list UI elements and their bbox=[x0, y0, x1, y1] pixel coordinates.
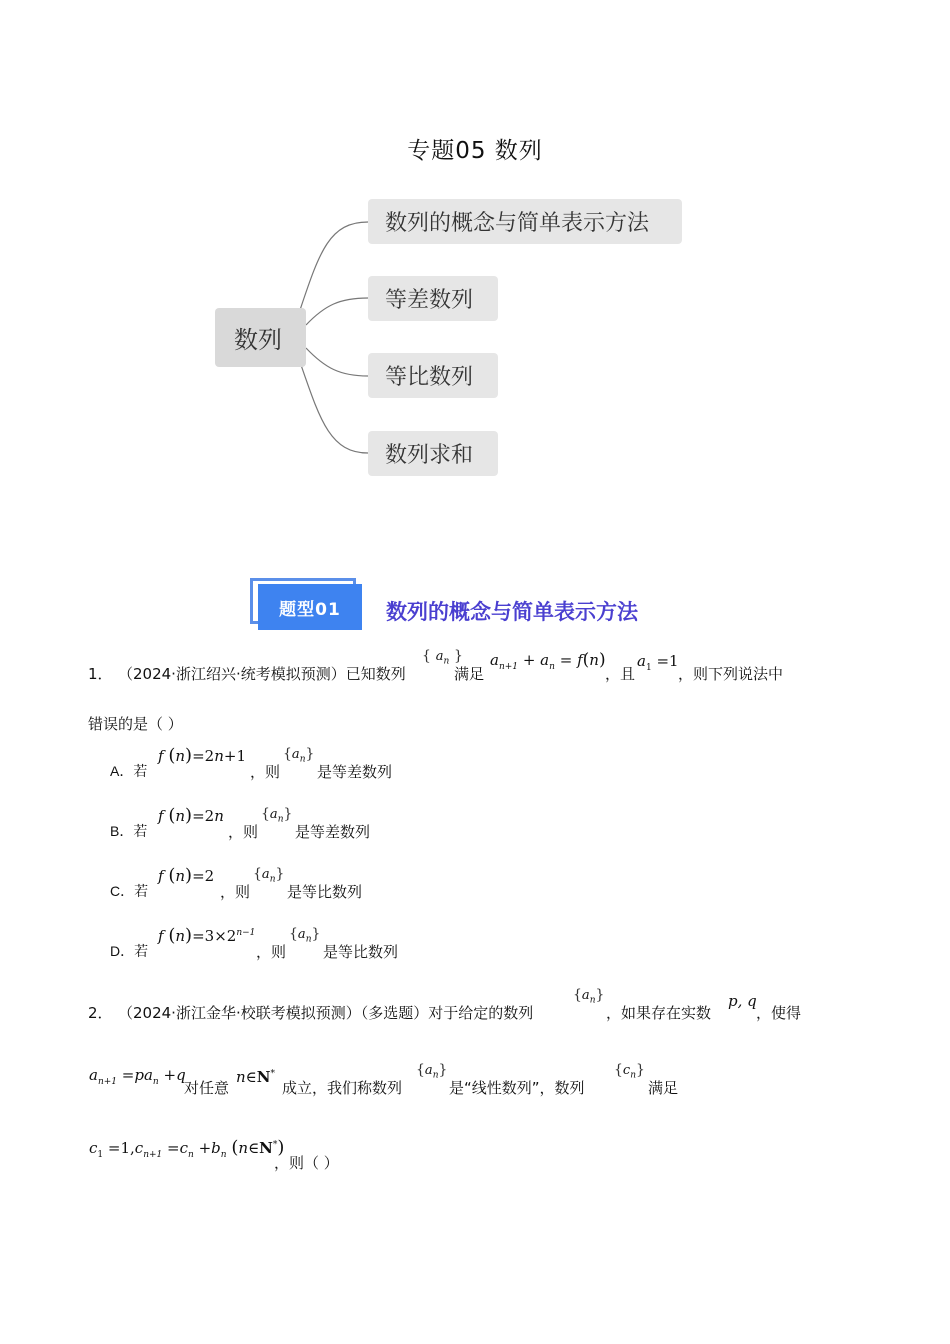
q1-option-b-conclusion: 是等差数列 bbox=[295, 823, 371, 841]
connector-3 bbox=[306, 348, 368, 376]
q1-satisfy: 满足 bbox=[454, 665, 485, 683]
q2-seq-an-2: $\{a_n\}$ bbox=[416, 1062, 448, 1081]
section-badge-label: 题型01 bbox=[258, 584, 362, 630]
mindmap-node-concept: 数列的概念与简单表示方法 bbox=[368, 199, 682, 244]
q1-tail: ，则下列说法中 bbox=[678, 665, 784, 683]
q2-make: ，使得 bbox=[756, 1004, 802, 1022]
q2-linear-relation: $a_{n+1} =pa_n +q$ bbox=[89, 1066, 186, 1087]
q2-then: ，则（ ） bbox=[274, 1154, 339, 1172]
q1-option-c-seq: $\{a_n\}$ bbox=[253, 866, 285, 885]
q1-option-d-seq: $\{a_n\}$ bbox=[289, 926, 321, 945]
q1-option-d-formula: f $(n)=3\times 2^{n-1}$ bbox=[158, 925, 256, 946]
q1-option-b-then: ，则 bbox=[228, 823, 259, 841]
section-badge bbox=[250, 578, 362, 630]
q2-seq-cn: $\{c_n\}$ bbox=[614, 1062, 645, 1081]
q1-line2: 错误的是（ ） bbox=[88, 715, 183, 733]
q1-option-d[interactable]: D．若 bbox=[110, 943, 149, 959]
q1-recurrence: $a_{n+1} + a_n = f(n)$ bbox=[490, 650, 606, 672]
q1-option-a-formula: f (n)=2n+1 bbox=[158, 745, 246, 766]
q2-pq: p, q bbox=[728, 992, 757, 1010]
q2-cn-recurrence: $c_1 =1,c_{n+1} =c_n +b_n$ (n∈N*) bbox=[89, 1137, 285, 1160]
q2-number: 2． bbox=[88, 1004, 113, 1022]
mindmap-root: 数列 bbox=[215, 308, 306, 367]
q1-option-a[interactable]: A．若 bbox=[110, 763, 148, 779]
connector-1 bbox=[300, 222, 368, 310]
q1-source: （2024·浙江绍兴·统考模拟预测）已知数列 bbox=[118, 665, 406, 683]
q1-seq-an: { $a_n$ } bbox=[422, 648, 463, 667]
q1-option-d-conclusion: 是等比数列 bbox=[323, 943, 399, 961]
mindmap-node-summation: 数列求和 bbox=[368, 431, 498, 476]
q1-and: ，且 bbox=[605, 665, 636, 683]
q1-option-a-seq: $\{a_n\}$ bbox=[283, 746, 315, 765]
q2-any: 对任意 bbox=[184, 1079, 230, 1097]
q2-source: （2024·浙江金华·校联考模拟预测）（多选题）对于给定的数列 bbox=[118, 1004, 534, 1022]
q2-domain: n∈N* bbox=[236, 1068, 275, 1086]
page-title: 专题05 数列 bbox=[407, 138, 543, 164]
q1-option-c-formula: f (n)=2 bbox=[158, 865, 215, 886]
q1-option-a-conclusion: 是等差数列 bbox=[317, 763, 393, 781]
section-title: 数列的概念与简单表示方法 bbox=[386, 600, 638, 624]
q2-hold: 成立，我们称数列 bbox=[282, 1079, 403, 1097]
q2-seq-an: $\{a_n\}$ bbox=[573, 987, 605, 1006]
q1-initial: $a_1 =1$ bbox=[637, 652, 679, 673]
mindmap-node-arithmetic: 等差数列 bbox=[368, 276, 498, 321]
q1-option-d-then: ，则 bbox=[256, 943, 287, 961]
q1-option-c[interactable]: C．若 bbox=[110, 883, 149, 899]
q2-satisfy: 满足 bbox=[648, 1079, 679, 1097]
connector-2 bbox=[306, 298, 368, 325]
q1-number: 1． bbox=[88, 665, 113, 683]
q1-option-b-seq: $\{a_n\}$ bbox=[261, 806, 293, 825]
q1-option-b[interactable]: B．若 bbox=[110, 823, 148, 839]
mindmap-node-geometric: 等比数列 bbox=[368, 353, 498, 398]
q1-option-a-then: ，则 bbox=[250, 763, 281, 781]
q1-option-b-formula: f (n)=2n bbox=[158, 805, 224, 826]
q1-option-c-conclusion: 是等比数列 bbox=[287, 883, 363, 901]
q1-option-c-then: ，则 bbox=[220, 883, 251, 901]
q2-is: 是“线性数列”，数列 bbox=[449, 1079, 585, 1097]
q2-exist: ，如果存在实数 bbox=[606, 1004, 712, 1022]
